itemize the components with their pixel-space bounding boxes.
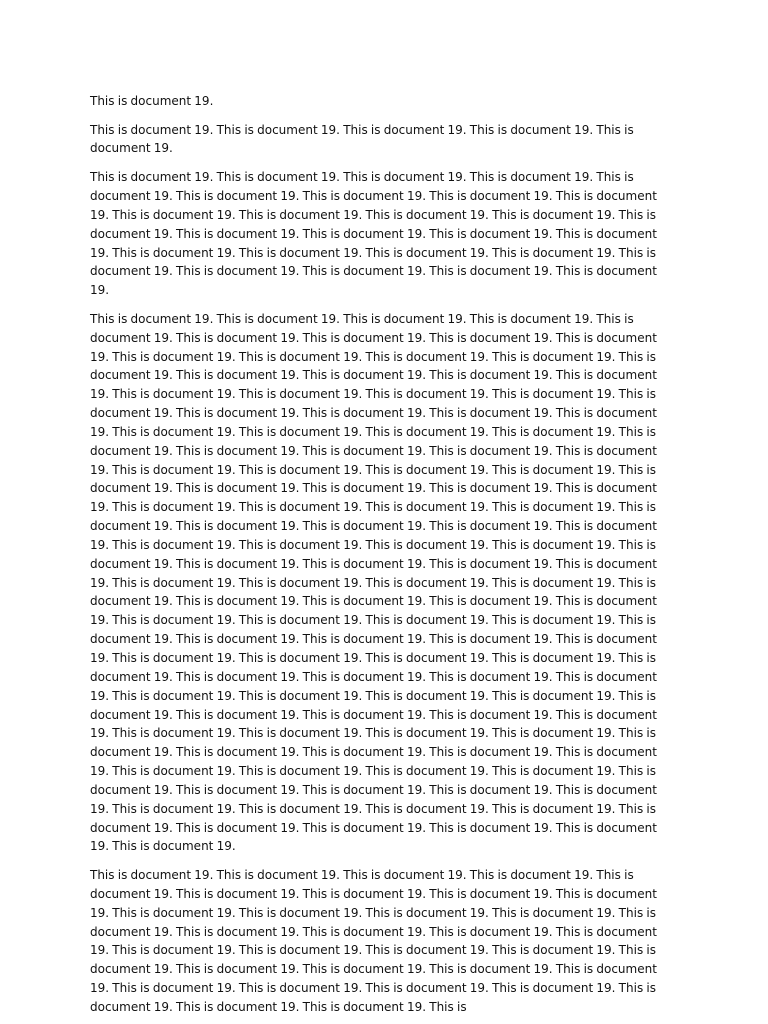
paragraph-4: This is document 19. This is document 19. This is document 19. This is document 19. This is document 19. This is document 19. This is document 19. This is document 19. This is document 19. This is document 19. This is document 19. This is document 19. This is document 19. This is document 19. This is document 19. This is document 19. This is document 19. This is document 19. This is document 19. This is document 19. This is document 19. This is document 19. This is document 19. This is document 19. This is document 19. This is document 19. This is document 19. This is document 19. This is document 19. This is document 19. This is document 19. This is document 19. This is document 19. This is document 19. This is document 19. This is document 19. This is document 19. This is document 19. This is document 19. This is document 19. This is document 19. This is document 19. This is document 19. This is document 19. This is document 19. This is document 19. This is document 19. This is document 19. This is document 19. This is document 19. This is document 19. This is document 19. This is document 19. This is document 19. This is document 19. This is document 19. This is document 19. This is document 19. This is document 19. This is document 19. This is document 19. This is document 19. This is document 19. This is document 19. This is document 19. This is document 19. This is document 19. This is document 19. This is document 19. This is document 19. This is document 19. This is document 19. This is document 19. This is document 19. This is document 19. This is document 19. This is document 19. This is document 19. This is document 19. This is document 19. This is document 19. This is document 19. This is document 19. This is document 19. This is document 19. This is document 19. This is document 19. This is document 19. This is document 19. This is document 19. This is document 19. This is document 19. This is document 19. This is document 19. This is document 19. This is document 19. This is document 19. This is document 19. This is document 19. This is document 19. This is document 19. This is document 19. This is document 19. This is document 19. This is document 19. This is document 19. This is document 19. This is document 19. This is document 19. This is document 19. This is document 19. This is document 19. This is document 19. This is document 19. This is document 19. This is document 19. This is document 19. This is document 19. This is document 19. This is document 19. This is document 19. This is document 19. This is document 19. This is document 19. This is document 19. This is document 19. This is document 19. — [90, 311, 657, 854]
document-body[interactable] — [90, 92, 670, 1014]
paragraph-1: This is document 19. — [90, 94, 214, 108]
paragraph-2: This is document 19. This is document 19. This is document 19. This is document 19. This is document 19. — [90, 122, 634, 156]
paragraph-3: This is document 19. This is document 19. This is document 19. This is document 19. This is document 19. This is document 19. This is document 19. This is document 19. This is document 19. This is document 19. This is document 19. This is document 19. This is document 19. This is document 19. This is document 19. This is document 19. This is document 19. This is document 19. This is document 19. This is document 19. This is document 19. This is document 19. This is document 19. This is document 19. This is document 19. This is document 19. This is document 19. — [90, 170, 657, 298]
paragraph-5: This is document 19. This is document 19. This is document 19. This is document 19. This is document 19. This is document 19. This is document 19. This is document 19. This is document 19. This is document 19. This is document 19. This is document 19. This is document 19. This is document 19. This is document 19. This is document 19. This is document 19. This is document 19. This is document 19. This is document 19. This is document 19. This is document 19. This is document 19. This is document 19. This is document 19. This is document 19. This is document 19. This is document 19. This is document 19. This is document 19. This is document 19. This is document 19. This is document 19. This is document 19. This is — [90, 868, 657, 1014]
